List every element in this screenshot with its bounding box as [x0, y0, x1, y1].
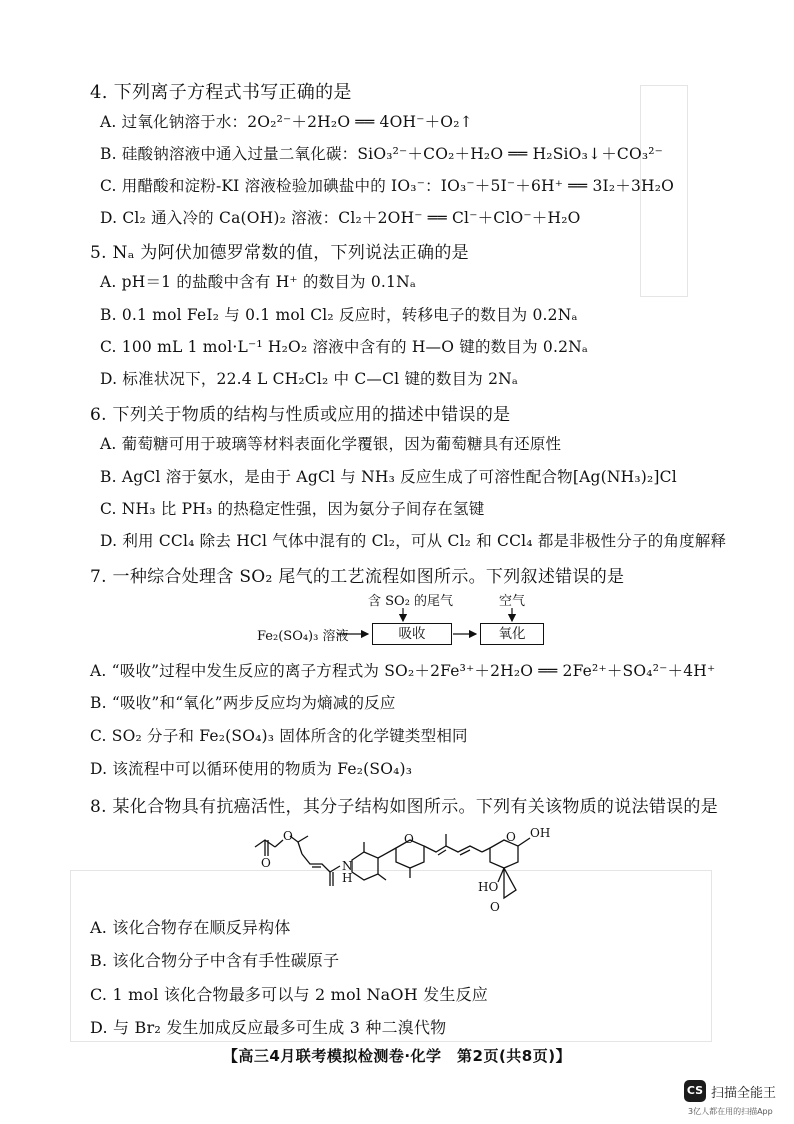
question-8-option-a: A. 该化合物存在顺反异构体: [90, 918, 291, 937]
molecule-o-ring-1: O: [404, 832, 414, 846]
scanner-logo-icon: CS: [684, 1080, 706, 1102]
question-5-option-a: A. pH＝1 的盐酸中含有 H⁺ 的数目为 0.1Nₐ: [100, 273, 417, 291]
question-7-title: 7. 一种综合处理含 SO₂ 尾气的工艺流程如图所示。下列叙述错误的是: [90, 567, 625, 587]
ring-3-ho-bond: [498, 868, 504, 882]
question-6-option-a: A. 葡萄糖可用于玻璃等材料表面化学覆银，因为葡萄糖具有还原性: [100, 435, 562, 453]
flow-air-label: 空气: [499, 594, 526, 609]
ring-3-oh-bond: [518, 838, 530, 846]
question-4-option-c: C. 用醋酸和淀粉-KI 溶液检验加碘盐中的 IO₃⁻：IO₃⁻＋5I⁻＋6H⁺ ══ 3I₂＋3H₂O: [100, 177, 675, 195]
molecule-ho-bottom: HO: [478, 880, 499, 894]
question-7-option-c: C. SO₂ 分子和 Fe₂(SO₄)₃ 固体所含的化学键类型相同: [90, 727, 468, 745]
question-7-option-d: D. 该流程中可以循环使用的物质为 Fe₂(SO₄)₃: [90, 760, 413, 778]
question-8-option-d: D. 与 Br₂ 发生加成反应最多可生成 3 种二溴代物: [90, 1018, 447, 1037]
question-6-option-c: C. NH₃ 比 PH₃ 的热稳定性强，因为氨分子间存在氢键: [100, 500, 485, 518]
molecule-o-ring-3: O: [506, 830, 516, 844]
ring-1: [352, 852, 378, 880]
question-5-title: 5. Nₐ 为阿伏加德罗常数的值，下列说法正确的是: [90, 243, 469, 263]
ester-o-bond: [275, 840, 283, 847]
question-4-option-b: B. 硅酸钠溶液中通入过量二氧化碳：SiO₃²⁻＋CO₂＋H₂O ══ H₂SiO₃↓＋CO₃²⁻: [100, 145, 664, 163]
molecule-o-epoxide: O: [490, 900, 500, 914]
question-7-option-b: B. “吸收”和“氧化”两步反应均为熵减的反应: [90, 694, 396, 712]
molecule-oh-top: OH: [530, 826, 551, 840]
question-5-option-d: D. 标准状况下，22.4 L CH₂Cl₂ 中 C—Cl 键的数目为 2Nₐ: [100, 370, 519, 388]
molecule-o-ester: O: [283, 829, 293, 843]
ring-1-methyl-2: [378, 874, 386, 880]
amide-cn: [330, 866, 340, 872]
methyl-1: [298, 842, 302, 854]
ring-3: [490, 840, 518, 868]
scanner-tagline: 3亿人都在用的扫描App: [688, 1107, 773, 1116]
process-flowchart: [250, 590, 550, 646]
flow-gas-label: 含 SO₂ 的尾气: [368, 594, 454, 609]
epoxide: [504, 868, 516, 898]
question-6-option-b: B. AgCl 溶于氨水，是由于 AgCl 与 NH₃ 反应生成了可溶性配合物[Ag(NH₃)₂]Cl: [100, 468, 677, 486]
page-footer: 【高三4月联考模拟检测卷·化学 第2页(共8页)】: [222, 1047, 572, 1065]
question-6-title: 6. 下列关于物质的结构与性质或应用的描述中错误的是: [90, 405, 511, 425]
molecule-nh: N H: [342, 859, 353, 885]
question-7-option-a: A. “吸收”过程中发生反应的离子方程式为 SO₂＋2Fe³⁺＋2H₂O ══ 2Fe²⁺＋SO₄²⁻＋4H⁺: [90, 662, 716, 680]
molecule-o-carbonyl: O: [261, 856, 271, 870]
question-4-title: 4. 下列离子方程式书写正确的是: [90, 82, 352, 103]
ring-link: [378, 848, 396, 858]
flow-input-label: Fe₂(SO₄)₃ 溶液: [257, 629, 349, 644]
flow-step-oxidize: 氧化: [480, 623, 544, 645]
question-6-option-d: D. 利用 CCl₄ 除去 HCl 气体中混有的 Cl₂，可从 Cl₂ 和 CCl₄ 都是非极性分子的角度解释: [100, 532, 727, 550]
question-5-option-c: C. 100 mL 1 mol·L⁻¹ H₂O₂ 溶液中含有的 H—O 键的数目为 0.2Nₐ: [100, 338, 589, 356]
flow-step-absorb: 吸收: [372, 623, 452, 645]
question-8-option-c: C. 1 mol 该化合物最多可以与 2 mol NaOH 发生反应: [90, 985, 488, 1004]
question-4-option-a: A. 过氧化钠溶于水：2O₂²⁻＋2H₂O ══ 4OH⁻＋O₂↑: [100, 113, 473, 131]
alkene-chain: [302, 854, 330, 872]
scanner-app-name: 扫描全能王: [711, 1086, 777, 1101]
question-4-option-d: D. Cl₂ 通入冷的 Ca(OH)₂ 溶液：Cl₂＋2OH⁻ ══ Cl⁻＋ClO⁻＋H₂O: [100, 209, 581, 227]
diene-chain: [424, 846, 482, 852]
molecule-structure: [250, 820, 560, 920]
scanner-watermark: [684, 1078, 794, 1118]
question-5-option-b: B. 0.1 mol FeI₂ 与 0.1 mol Cl₂ 反应时，转移电子的数目为 0.2Nₐ: [100, 306, 578, 324]
question-8-option-b: B. 该化合物分子中含有手性碳原子: [90, 951, 340, 970]
question-8-title: 8. 某化合物具有抗癌活性，其分子结构如图所示。下列有关该物质的说法错误的是: [90, 797, 719, 817]
ring-3-link: [482, 848, 490, 852]
